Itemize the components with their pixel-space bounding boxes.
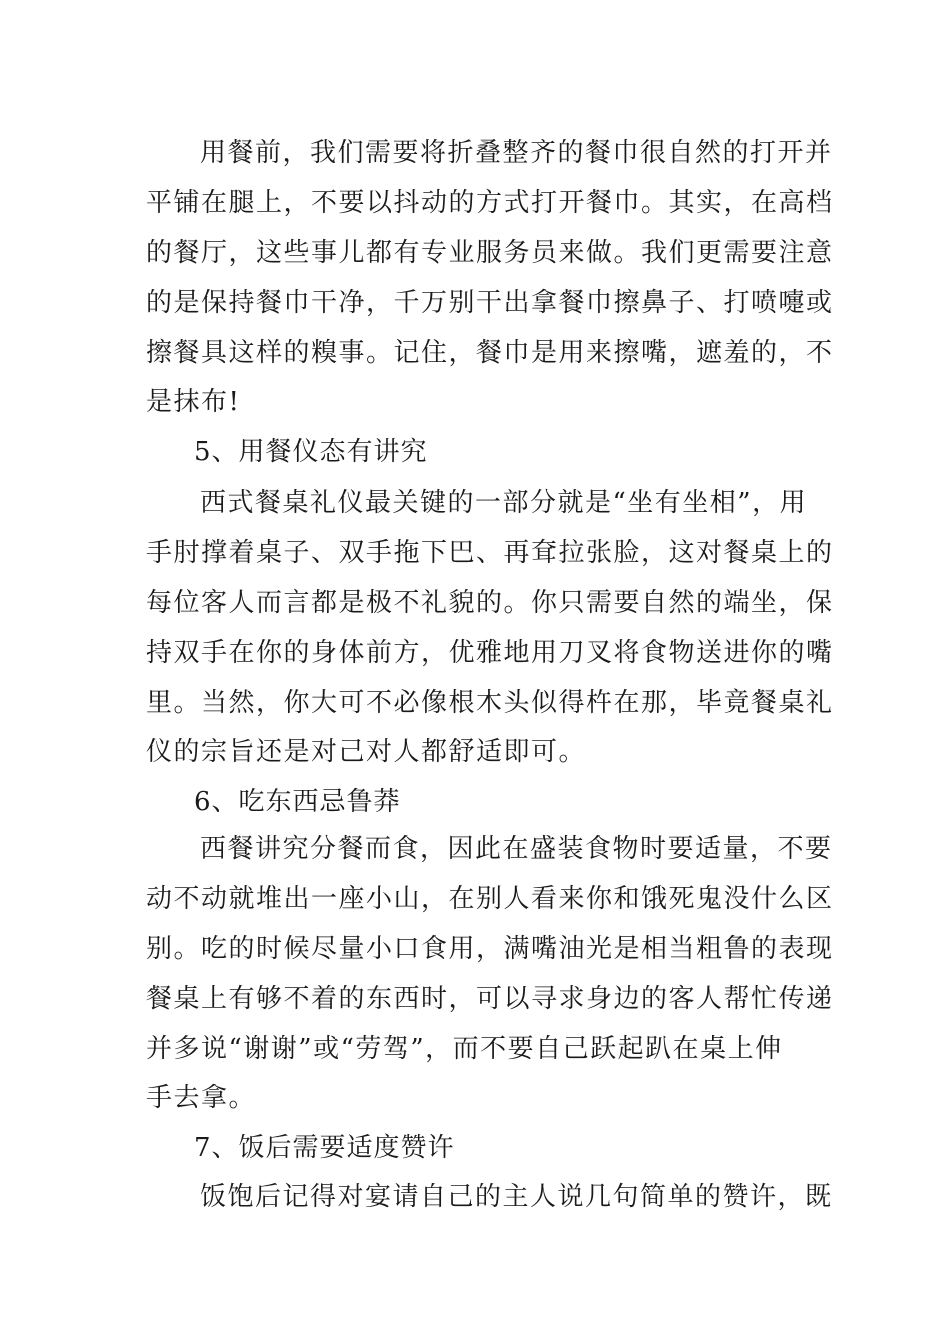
paragraph-line: 擦餐具这样的糗事。记住，餐巾是用来擦嘴，遮羞的，不	[146, 338, 834, 368]
section-heading: 6、吃东西忌鲁莽	[194, 787, 401, 817]
paragraph-line: 的是保持餐巾干净，千万别干出拿餐巾擦鼻子、打喷嚏或	[146, 288, 834, 318]
paragraph-line: 西式餐桌礼仪最关键的一部分就是“坐有坐相”，用	[200, 488, 808, 518]
paragraph-line: 是抹布!	[146, 387, 241, 417]
paragraph-line: 餐桌上有够不着的东西时，可以寻求身边的客人帮忙传递	[146, 984, 834, 1014]
paragraph-line: 持双手在你的身体前方，优雅地用刀叉将食物送进你的嘴	[146, 638, 834, 668]
paragraph-line: 平铺在腿上，不要以抖动的方式打开餐巾。其实，在高档	[146, 188, 834, 218]
paragraph-line: 用餐前，我们需要将折叠整齐的餐巾很自然的打开并	[200, 138, 833, 168]
paragraph-line: 动不动就堆出一座小山，在别人看来你和饿死鬼没什么区	[146, 884, 834, 914]
paragraph-line: 并多说“谢谢”或“劳驾”，而不要自己跃起趴在桌上伸	[146, 1034, 783, 1064]
paragraph-line: 的餐厅，这些事儿都有专业服务员来做。我们更需要注意	[146, 238, 834, 268]
paragraph-line: 每位客人而言都是极不礼貌的。你只需要自然的端坐，保	[146, 588, 834, 618]
paragraph-line: 手去拿。	[146, 1083, 257, 1113]
section-heading: 7、饭后需要适度赞许	[194, 1133, 455, 1163]
paragraph-line: 饭饱后记得对宴请自己的主人说几句简单的赞许，既	[200, 1182, 833, 1212]
paragraph-line: 别。吃的时候尽量小口食用，满嘴油光是相当粗鲁的表现	[146, 934, 834, 964]
paragraph-line: 手肘撑着桌子、双手拖下巴、再耷拉张脸，这对餐桌上的	[146, 538, 834, 568]
paragraph-line: 仪的宗旨还是对己对人都舒适即可。	[146, 737, 587, 767]
paragraph-line: 里。当然，你大可不必像根木头似得杵在那，毕竟餐桌礼	[146, 688, 834, 718]
paragraph-line: 西餐讲究分餐而食，因此在盛装食物时要适量，不要	[200, 834, 833, 864]
section-heading: 5、用餐仪态有讲究	[194, 437, 428, 467]
